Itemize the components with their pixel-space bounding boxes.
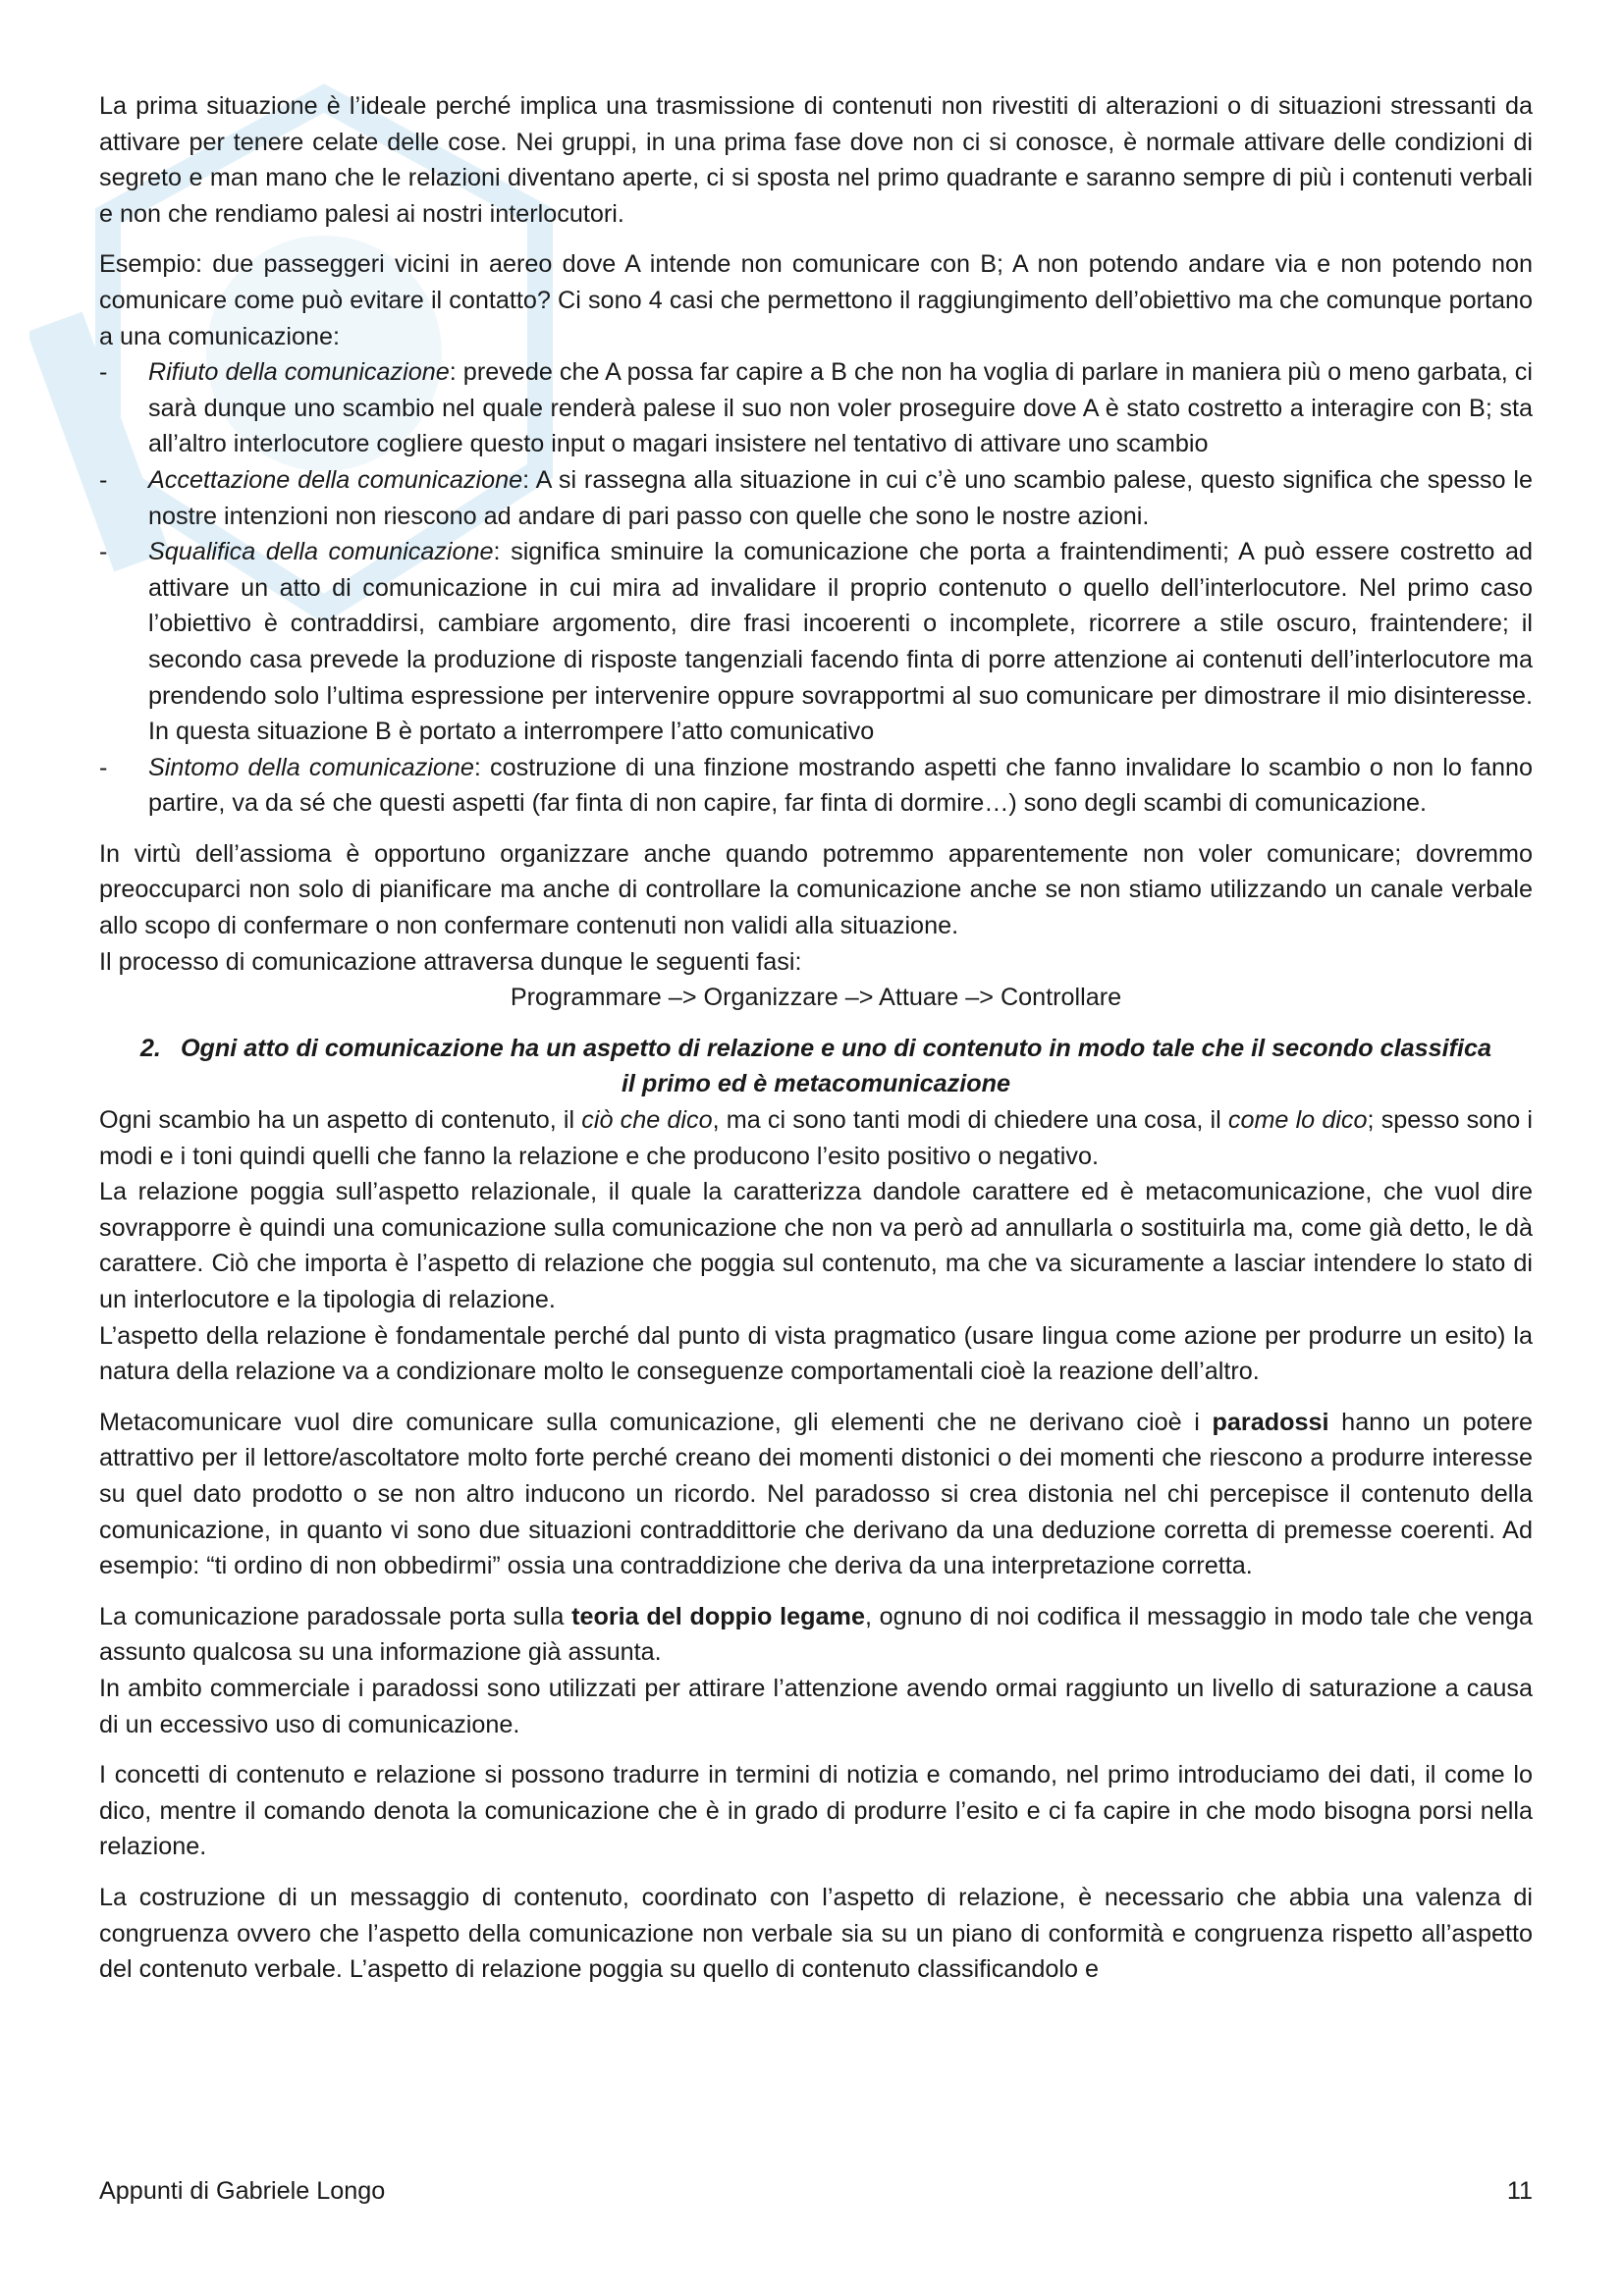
text-run: hanno un potere attrattivo per il lettore/ascoltatore molto forte perché creano dei momenti distonici o dei momenti che riescono a produrre interesse su quel dato prodotto o se non altro inducono un ricordo. Nel paradosso si crea distonia nel chi percepisce il contenuto della comunicazione, in quanto vi sono due situazioni contraddittorie che derivano da una deduzione corretta di premesse coerenti. Ad esempio: “ti ordino di non obbedirmi” ossia una contraddizione che deriva da una interpretazione corretta. <box>99 1408 1533 1580</box>
phases-line: Programmare –> Organizzare –> Attuare –> Controllare <box>510 984 1122 1012</box>
paragraph-1: La prima situazione è l’ideale perché implica una trasmissione di contenuti non rivestiti di alterazioni o di situazioni stressanti da attivare per tenere celate delle cose. Nei gruppi, in una prima fase dove non ci si conosce, è normale attivare delle condizioni di segreto e man mano che le relazioni diventano aperte, ci si sposta nel primo quadrante e saranno sempre di più i contenuti verbali e non che rendiamo palesi ai nostri interlocutori. <box>99 92 1533 228</box>
communication-cases-list <box>99 354 1533 822</box>
bold-term: paradossi <box>1212 1408 1329 1436</box>
list-item <box>99 534 1533 750</box>
footer-author: Appunti di Gabriele Longo <box>99 2177 386 2205</box>
document-body <box>99 88 1533 2002</box>
paragraph-7: L’aspetto della relazione è fondamentale perché dal punto di vista pragmatico (usare lingua come azione per produrre un esito) la natura della relazione va a condizionare molto le conseguenze comportamentali cioè la reazione dell’altro. <box>99 1321 1533 1386</box>
section-number: 2. <box>139 1034 161 1062</box>
page-footer <box>99 2177 1533 2206</box>
list-item-text: : prevede che A possa far capire a B che non ha voglia di parlare in maniera più o meno garbata, ci sarà dunque uno scambio nel quale renderà palese il suo non voler proseguire dove A è stato costretto a interagire con B; sta all’altro interlocutore cogliere questo input o magari insistere nel tentativo di attivare uno scambio <box>148 358 1533 458</box>
page-number: 11 <box>1506 2177 1533 2205</box>
list-item <box>99 750 1533 822</box>
paragraph-8 <box>99 1405 1533 1584</box>
list-item-term: Squalifica della comunicazione <box>148 538 494 566</box>
text-run: La comunicazione paradossale porta sulla <box>99 1602 572 1630</box>
section-heading <box>99 1031 1533 1102</box>
bold-term: teoria del doppio legame <box>571 1602 865 1630</box>
list-item-text: : costruzione di una finzione mostrando aspetti che fanno invalidare lo scambio o non lo fanno partire, va da sé che questi aspetti (far finta di non capire, far finta di dormire…) sono degli scambi di comunicazione. <box>148 753 1534 818</box>
list-item <box>99 354 1533 462</box>
list-item-text: : significa sminuire la comunicazione che porta a fraintendimenti; A può essere costretto ad attivare un atto di comunicazione in cui mira ad invalidare il proprio contenuto o quello dell’interlocutore. Nel primo caso l’obiettivo è contraddirsi, cambiare argomento, dire frasi incoerenti o incomplete, ricorrere a stile oscuro, fraintendere; il secondo casa prevede la produzione di risposte tangenziali facendo finta di porre attenzione ai contenuti dell’interlocutore ma prendendo solo l’ultima espressione per intervenire oppure sovrapportmi al suo comunicare per dimostrare il mio disinteresse. In questa situazione B è portato a interrompere l’atto comunicativo <box>148 538 1533 746</box>
section-title: Ogni atto di comunicazione ha un aspetto di relazione e uno di contenuto in modo tale che il secondo classifica il primo ed è metacomunicazione <box>180 1034 1492 1098</box>
list-dash: - <box>99 465 108 494</box>
paragraph-9 <box>99 1599 1533 1671</box>
paragraph-11: I concetti di contenuto e relazione si possono tradurre in termini di notizia e comando, nel primo introduciamo dei dati, il come lo dico, mentre il comando denota la comunicazione che è in grado di produrre l’esito e ci fa capire in che modo bisogna porsi nella relazione. <box>99 1761 1533 1861</box>
paragraph-4: Il processo di comunicazione attraversa dunque le seguenti fasi: <box>99 947 802 976</box>
text-run: , ognuno di noi codifica il messaggio in modo tale che venga assunto qualcosa su una informazione già assunta. <box>99 1602 1533 1667</box>
list-dash: - <box>99 538 108 566</box>
list-dash: - <box>99 753 108 781</box>
text-run: Ogni scambio ha un aspetto di contenuto, il <box>99 1106 582 1135</box>
paragraph-3: In virtù dell’assioma è opportuno organizzare anche quando potremmo apparentemente non voler comunicare; dovremmo preoccuparci non solo di pianificare ma anche di controllare la comunicazione anche se non stiamo utilizzando un canale verbale allo scopo di confermare o non confermare contenuti non validi alla situazione. <box>99 839 1533 940</box>
list-item <box>99 462 1533 534</box>
list-item-term: Accettazione della comunicazione <box>148 465 523 494</box>
paragraph-2: Esempio: due passeggeri vicini in aereo dove A intende non comunicare con B; A non potendo andare via e non potendo non comunicare come può evitare il contatto? Ci sono 4 casi che permettono il raggiungimento dell’obiettivo ma che comunque portano a una comunicazione: <box>99 250 1533 350</box>
text-run: Metacomunicare vuol dire comunicare sulla comunicazione, gli elementi che ne derivano cioè i <box>99 1408 1213 1436</box>
emphasis-text: ciò che dico <box>581 1106 713 1135</box>
paragraph-12: La costruzione di un messaggio di contenuto, coordinato con l’aspetto di relazione, è necessario che abbia una valenza di congruenza ovvero che l’aspetto della comunicazione non verbale sia su un piano di conformità e congruenza rispetto all’aspetto del contenuto verbale. L’aspetto di relazione poggia su quello di contenuto classificandolo e <box>99 1883 1533 1984</box>
list-item-term: Rifiuto della comunicazione <box>148 358 450 387</box>
list-item-text: : A si rassegna alla situazione in cui c’è uno scambio palese, questo significa che spesso le nostre intenzioni non riescono ad andare di pari passo con quelle che sono le nostre azioni. <box>148 465 1533 530</box>
paragraph-6: La relazione poggia sull’aspetto relazionale, il quale la caratterizza dandole carattere ed è metacomunicazione, che vuol dire sovrapporre è quindi una comunicazione sulla comunicazione che non va però ad annullarla o sostituirla ma, come già detto, le dà carattere. Ciò che importa è l’aspetto di relazione che poggia sul contenuto, ma che va sicuramente a lasciar intendere lo stato di un interlocutore e la tipologia di relazione. <box>99 1178 1533 1313</box>
paragraph-10: In ambito commerciale i paradossi sono utilizzati per attirare l’attenzione avendo ormai raggiunto un livello di saturazione a causa di un eccessivo uso di comunicazione. <box>99 1674 1533 1738</box>
list-item-term: Sintomo della comunicazione <box>148 753 474 781</box>
list-dash: - <box>99 358 108 387</box>
emphasis-text: come lo dico <box>1227 1106 1368 1135</box>
text-run: , ma ci sono tanti modi di chiedere una cosa, il <box>712 1106 1228 1135</box>
text-run: ; spesso sono i modi e i toni quindi quelli che fanno la relazione e che producono l’esito positivo o negativo. <box>99 1106 1534 1170</box>
paragraph-5 <box>99 1102 1533 1174</box>
